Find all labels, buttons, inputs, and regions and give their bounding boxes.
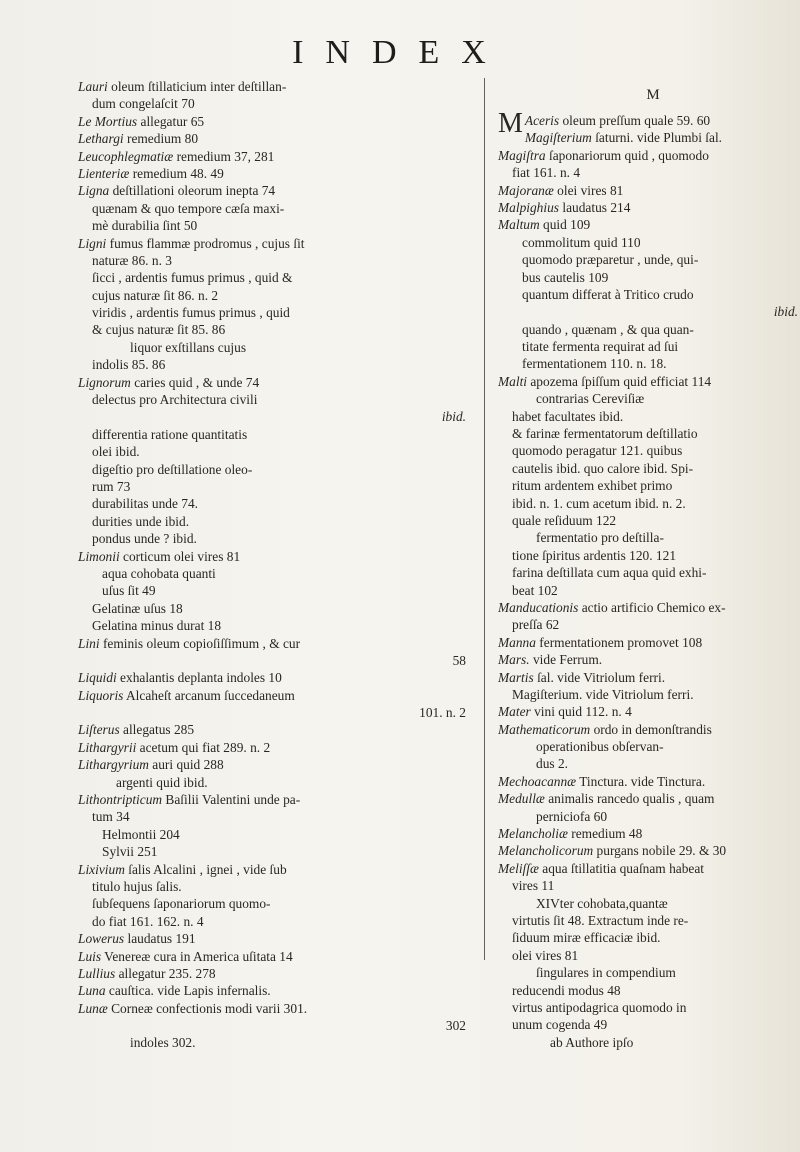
index-term: Lini xyxy=(78,635,100,651)
index-text: Gelatinæ uſus 18 xyxy=(92,600,183,616)
index-text: naturæ 86. n. 3 xyxy=(92,252,172,268)
index-text: dum congelaſcit 70 xyxy=(92,96,195,112)
index-term: Ligni xyxy=(78,235,107,251)
index-term: Manducationis xyxy=(498,599,579,615)
index-entry xyxy=(78,165,476,182)
index-term: Le Mortius xyxy=(78,113,138,129)
index-text: Baſilii Valentini unde pa- xyxy=(162,792,301,808)
index-entry xyxy=(498,825,800,842)
index-entry xyxy=(498,999,800,1016)
index-entry xyxy=(498,773,800,790)
index-term: Liquidi xyxy=(78,670,117,686)
index-text: ſingulares in compendium xyxy=(536,965,676,981)
index-text: indoles 302. xyxy=(130,1035,196,1051)
index-term: Mechoacannæ xyxy=(498,773,577,789)
index-term: Lithargyrium xyxy=(78,757,149,773)
index-text: exhalantis deplanta indoles 10 xyxy=(116,670,282,686)
index-term: Lignorum xyxy=(78,374,131,390)
index-text: digeſtio pro deſtillatione oleo- xyxy=(92,461,253,477)
index-entry xyxy=(78,217,476,234)
index-text: rum 73 xyxy=(92,478,131,494)
index-text: laudatus 214 xyxy=(559,199,631,215)
drop-capital: M xyxy=(498,108,523,139)
index-text: indolis 85. 86 xyxy=(92,357,166,373)
index-text: unum cogenda 49 xyxy=(512,1017,608,1033)
index-entry xyxy=(78,78,476,95)
index-text: ſaponariorum quid , quomodo xyxy=(545,147,709,163)
index-term: Lethargi xyxy=(78,131,124,147)
index-entry xyxy=(78,252,476,269)
index-entry xyxy=(78,356,476,373)
index-text: ſal. vide Vitriolum ferri. xyxy=(533,669,666,685)
index-entry xyxy=(78,669,476,686)
index-text: olei vires 81 xyxy=(512,947,579,963)
index-term: Manna xyxy=(498,634,536,650)
index-term: Luna xyxy=(78,983,106,999)
index-text: quomodo peragatur 121. quibus xyxy=(512,443,683,459)
index-term: Malpighius xyxy=(498,199,560,215)
index-entry xyxy=(498,1016,800,1033)
index-entry xyxy=(78,513,476,530)
index-text: ibid. xyxy=(441,409,466,425)
index-entry xyxy=(498,947,800,964)
index-entry xyxy=(78,791,476,808)
index-entry xyxy=(498,286,800,303)
index-text: Tinctura. vide Tinctura. xyxy=(576,773,706,789)
index-text: quomodo præparetur , unde, qui- xyxy=(522,252,699,268)
index-text: beat 102 xyxy=(512,582,558,598)
index-entry xyxy=(498,599,800,616)
index-text: tione ſpiritus ardentis 120. 121 xyxy=(512,547,677,563)
index-text: uſus ſit 49 xyxy=(102,583,156,599)
index-entry xyxy=(498,182,800,199)
index-entry xyxy=(78,1034,476,1051)
index-entry xyxy=(78,408,476,425)
index-text: ritum ardentem exhibet primo xyxy=(512,478,673,494)
index-entry xyxy=(78,843,476,860)
index-text: argenti quid ibid. xyxy=(116,774,208,790)
index-text: corticum olei vires 81 xyxy=(119,548,241,564)
index-entry xyxy=(78,95,476,112)
index-entry xyxy=(78,948,476,965)
index-entry xyxy=(78,565,476,582)
index-text: ſaturni. vide Plumbi ſal. xyxy=(591,130,723,146)
index-text: Helmontii 204 xyxy=(102,826,180,842)
index-entry xyxy=(78,826,476,843)
index-entry xyxy=(78,235,476,252)
right-column xyxy=(498,78,800,1051)
index-entry xyxy=(498,129,800,146)
index-entry xyxy=(78,443,476,460)
index-entry xyxy=(498,251,800,268)
index-text: operationibus obſervan- xyxy=(536,739,664,755)
index-entry xyxy=(78,321,476,338)
index-text: commolitum quid 110 xyxy=(522,234,641,250)
index-text: & cujus naturæ ſit 85. 86 xyxy=(92,322,226,338)
index-term: Majoranæ xyxy=(498,182,554,198)
index-entry xyxy=(498,790,800,807)
index-entry xyxy=(498,355,800,372)
index-entry xyxy=(78,530,476,547)
index-entry xyxy=(78,1017,476,1034)
index-text: dus 2. xyxy=(536,756,568,772)
index-text: purgans nobile 29. & 30 xyxy=(593,843,727,859)
index-text: allegatus 285 xyxy=(119,722,195,738)
index-text: cauſtica. vide Lapis infernalis. xyxy=(105,983,271,999)
index-term: Mars. xyxy=(498,652,530,668)
index-entry xyxy=(498,738,800,755)
index-entry xyxy=(498,477,800,494)
index-term: Liquoris xyxy=(78,687,124,703)
column-divider xyxy=(484,78,485,960)
index-text: quantum differat à Tritico crudo xyxy=(522,286,694,302)
index-term: Limonii xyxy=(78,548,120,564)
index-text: aqua ſtillatitia quaſnam habeat xyxy=(538,860,705,876)
index-text: & farinæ fermentatorum deſtillatio xyxy=(512,426,698,442)
index-entry xyxy=(498,529,800,546)
index-term: Leucophlegmatiæ xyxy=(78,148,174,164)
index-text: 101. n. 2 xyxy=(419,705,466,721)
index-entry xyxy=(498,964,800,981)
index-entry xyxy=(78,182,476,199)
index-entry xyxy=(498,982,800,999)
index-entry xyxy=(498,442,800,459)
index-text: pondus unde ? ibid. xyxy=(92,531,197,547)
index-entry xyxy=(78,861,476,878)
index-entry xyxy=(498,303,800,320)
index-text: vires 11 xyxy=(512,878,555,894)
index-text: allegatur 65 xyxy=(137,113,205,129)
index-text: feminis oleum copioſiſſimum , & cur xyxy=(99,635,301,651)
index-entry xyxy=(498,460,800,477)
index-entry xyxy=(78,721,476,738)
index-entry xyxy=(78,600,476,617)
index-text: fermentationem 110. n. 18. xyxy=(522,356,667,372)
index-entry xyxy=(78,478,476,495)
index-text: preſſa 62 xyxy=(512,617,560,633)
index-text: virtus antipodagrica quomodo in xyxy=(512,999,687,1015)
index-text: 302 xyxy=(445,1018,466,1034)
index-text: cautelis ibid. quo calore ibid. Spi- xyxy=(512,460,694,476)
index-text: contrarias Cereviſiæ xyxy=(536,391,645,407)
index-entry xyxy=(78,687,476,704)
index-entry xyxy=(78,756,476,773)
index-text: olei vires 81 xyxy=(553,182,624,198)
index-entry xyxy=(498,216,800,233)
index-entry xyxy=(78,652,476,669)
index-entry xyxy=(498,199,800,216)
index-text: Venereæ cura in America uſitata 14 xyxy=(101,948,293,964)
index-text: fermentationem promovet 108 xyxy=(535,634,703,650)
index-entry xyxy=(78,461,476,478)
index-text: ab Authore ipſo xyxy=(550,1034,634,1050)
index-entry xyxy=(498,634,800,651)
index-text: XIVter cohobata,quantæ xyxy=(536,895,668,911)
index-text: reducendi modus 48 xyxy=(512,982,621,998)
index-entry xyxy=(498,877,800,894)
index-term: Lauri xyxy=(78,79,108,94)
index-entry xyxy=(78,269,476,286)
index-text: titulo hujus ſalis. xyxy=(92,878,182,894)
index-text: aqua cohobata quanti xyxy=(102,565,216,581)
index-text: ſiduum miræ efficaciæ ibid. xyxy=(512,930,661,946)
index-term: Magiſterium xyxy=(524,130,592,146)
index-entry xyxy=(78,982,476,999)
index-text: Sylvii 251 xyxy=(102,844,158,860)
index-entry xyxy=(498,929,800,946)
index-term: Lunæ xyxy=(78,1000,108,1016)
index-text: habet facultates ibid. xyxy=(512,408,624,424)
index-entry xyxy=(498,408,800,425)
index-entry xyxy=(498,321,800,338)
index-entry xyxy=(498,390,800,407)
index-text: remedium 48. 49 xyxy=(129,165,224,181)
index-text: quid 109 xyxy=(539,217,591,233)
index-entry xyxy=(78,895,476,912)
index-entry xyxy=(498,912,800,929)
index-text: quale reſiduum 122 xyxy=(512,512,617,528)
page-header: INDEX xyxy=(292,34,508,71)
index-entry xyxy=(498,234,800,251)
index-text: cujus naturæ ſit 86. n. 2 xyxy=(92,287,219,303)
index-text: vini quid 112. n. 4 xyxy=(530,704,632,720)
index-term: Malti xyxy=(498,373,528,389)
index-entry xyxy=(498,373,800,390)
index-text: animalis rancedo qualis , quam xyxy=(544,791,715,807)
index-entry xyxy=(498,703,800,720)
index-text: viridis , ardentis fumus primus , quid xyxy=(92,305,290,321)
index-term: Mathematicorum xyxy=(498,721,591,737)
index-text: remedium 37, 281 xyxy=(173,148,275,164)
index-text: 58 xyxy=(452,652,466,668)
index-text: vide Ferrum. xyxy=(529,652,603,668)
right-entries xyxy=(498,108,800,1051)
index-term: Lithontripticum xyxy=(78,792,163,808)
index-term: Maltum xyxy=(498,217,540,233)
index-text: fiat 161. n. 4 xyxy=(512,165,581,181)
index-entry xyxy=(78,391,476,408)
index-text: Alcaheſt arcanum ſuccedaneum xyxy=(123,687,295,703)
index-text: oleum preſſum quale 59. 60 xyxy=(559,113,711,128)
index-entry xyxy=(78,739,476,756)
index-text: acetum qui fiat 289. n. 2 xyxy=(136,739,271,755)
index-term: Lixivium xyxy=(78,861,125,877)
index-term: Luis xyxy=(78,948,102,964)
index-text: Gelatina minus durat 18 xyxy=(92,618,222,634)
index-entry xyxy=(78,774,476,791)
index-term: Medullæ xyxy=(498,791,545,807)
index-text: delectus pro Architectura civili xyxy=(92,392,258,408)
index-entry xyxy=(78,878,476,895)
index-text: differentia ratione quantitatis xyxy=(92,426,248,442)
index-term: Liſterus xyxy=(78,722,120,738)
index-entry xyxy=(78,304,476,321)
index-text: do fiat 161. 162. n. 4 xyxy=(92,913,204,929)
index-term: Magiſtra xyxy=(498,147,546,163)
index-entry xyxy=(498,895,800,912)
index-entry xyxy=(78,374,476,391)
index-entry xyxy=(498,842,800,859)
index-entry xyxy=(78,113,476,130)
index-entry xyxy=(78,704,476,721)
index-text: allegatur 235. 278 xyxy=(115,965,216,981)
index-entry xyxy=(498,721,800,738)
index-text: fermentatio pro deſtilla- xyxy=(536,530,664,546)
index-entry xyxy=(78,339,476,356)
index-text: remedium 80 xyxy=(123,131,199,147)
index-text: ordo in demonſtrandis xyxy=(590,721,712,737)
section-letter: M xyxy=(646,87,660,103)
index-entry xyxy=(498,582,800,599)
index-entry xyxy=(498,164,800,181)
index-entry xyxy=(498,147,800,164)
index-text: titate fermenta requirat ad ſui xyxy=(522,339,679,355)
index-entry xyxy=(498,547,800,564)
index-text: remedium 48 xyxy=(567,826,643,842)
index-entry xyxy=(78,426,476,443)
index-text: durities unde ibid. xyxy=(92,513,190,529)
index-entry xyxy=(498,808,800,825)
index-entry xyxy=(78,913,476,930)
index-text: ſubſequens ſaponariorum quomo- xyxy=(92,896,271,912)
index-text: liquor exſtillans cujus xyxy=(130,339,247,355)
index-entry xyxy=(78,495,476,512)
index-entry xyxy=(78,930,476,947)
index-entry xyxy=(498,755,800,772)
index-entry xyxy=(78,582,476,599)
index-entry xyxy=(498,616,800,633)
index-entry xyxy=(498,564,800,581)
index-text: deſtillationi oleorum inepta 74 xyxy=(109,183,276,199)
index-text: laudatus 191 xyxy=(124,931,196,947)
index-entry xyxy=(78,635,476,652)
index-text: ſicci , ardentis fumus primus , quid & xyxy=(92,270,293,286)
index-text: auri quid 288 xyxy=(148,757,224,773)
index-text: apozema ſpiſſum quid efficiat 114 xyxy=(527,373,712,389)
index-text: ſalis Alcalini , ignei , vide ſub xyxy=(124,861,287,877)
index-entry xyxy=(78,548,476,565)
index-term: Meliſſæ xyxy=(498,860,539,876)
index-entry xyxy=(498,512,800,529)
index-entry xyxy=(498,495,800,512)
index-entry xyxy=(498,338,800,355)
index-text: ibid. n. 1. cum acetum ibid. n. 2. xyxy=(512,495,686,511)
index-entry xyxy=(78,148,476,165)
index-term: Martis xyxy=(498,669,534,685)
index-entry xyxy=(498,686,800,703)
index-entry xyxy=(498,651,800,668)
index-text: Magiſterium. vide Vitriolum ferri. xyxy=(512,686,694,702)
index-entry xyxy=(78,808,476,825)
index-entry xyxy=(498,860,800,877)
index-term: Aceris xyxy=(524,113,560,128)
index-text: virtutis ſit 48. Extractum inde re- xyxy=(512,912,689,928)
index-text: perniciofa 60 xyxy=(536,808,608,824)
index-entry xyxy=(78,200,476,217)
index-term: Lithargyrii xyxy=(78,739,137,755)
index-entry xyxy=(78,130,476,147)
index-text: quando , quænam , & qua quan- xyxy=(522,321,694,337)
index-text: durabilitas unde 74. xyxy=(92,496,198,512)
index-text: mè durabilia ſint 50 xyxy=(92,218,198,234)
index-text: Corneæ confectionis modi varii 301. xyxy=(107,1000,308,1016)
index-text: oleum ſtillaticium inter deſtillan- xyxy=(107,79,287,94)
index-text: tum 34 xyxy=(92,809,130,825)
index-entry xyxy=(498,669,800,686)
index-entry xyxy=(498,425,800,442)
index-text: quænam & quo tempore cæſa maxi- xyxy=(92,200,285,216)
index-term: Melancholiæ xyxy=(498,826,568,842)
index-text: farina deſtillata cum aqua quid exhi- xyxy=(512,565,707,581)
index-text: actio artificio Chemico ex- xyxy=(578,599,726,615)
index-entry xyxy=(498,1034,800,1051)
index-entry xyxy=(78,287,476,304)
index-entry xyxy=(498,269,800,286)
index-text: fumus flammæ prodromus , cujus ſit xyxy=(106,235,305,251)
index-term: Lienteriæ xyxy=(78,165,130,181)
index-term: Lullius xyxy=(78,965,116,981)
index-term: Mater xyxy=(498,704,531,720)
index-text: bus cautelis 109 xyxy=(522,269,609,285)
index-term: Lowerus xyxy=(78,931,125,947)
index-term: Melancholicorum xyxy=(498,843,594,859)
index-entry xyxy=(78,1000,476,1017)
index-entry xyxy=(78,617,476,634)
index-entry xyxy=(78,965,476,982)
left-column xyxy=(78,78,476,1052)
index-text: ibid. xyxy=(773,304,798,320)
index-text: caries quid , & unde 74 xyxy=(130,374,260,390)
index-text: olei ibid. xyxy=(92,444,140,460)
index-term: Ligna xyxy=(78,183,110,199)
